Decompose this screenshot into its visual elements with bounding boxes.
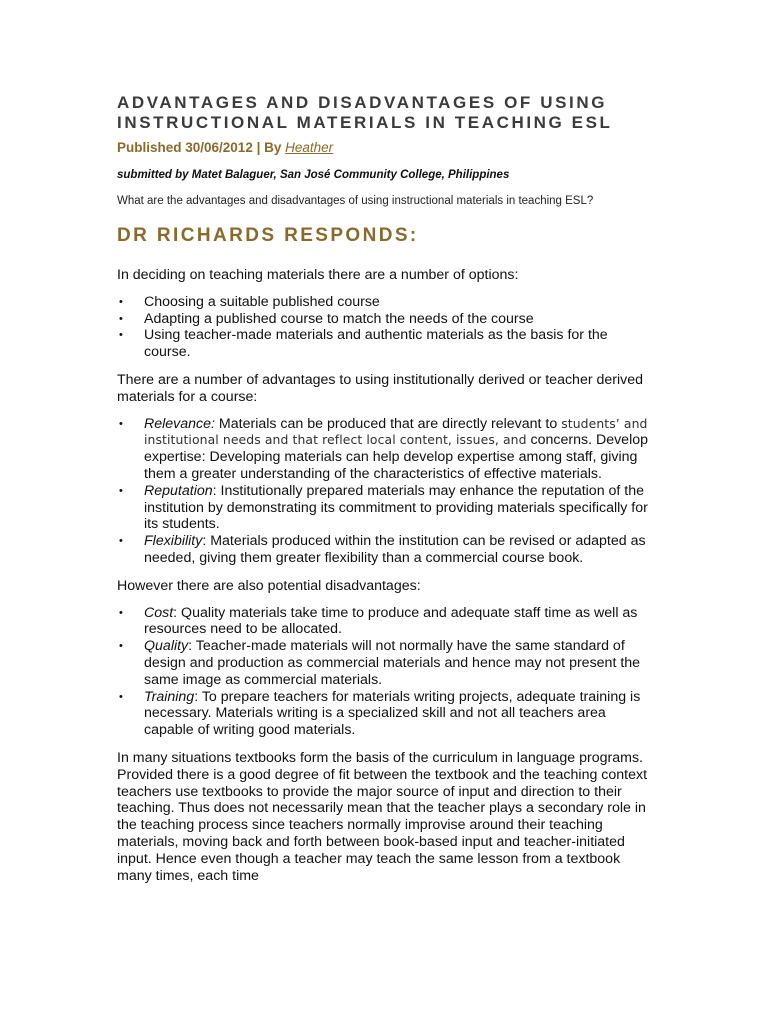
article-title-line-1: ADVANTAGES AND DISADVANTAGES OF USING [117,93,608,112]
list-item [144,605,657,639]
advantages-intro: There are a number of advantages to using institutionally derived or teacher derived materials for a course: [117,371,644,405]
list-item [144,416,657,483]
list-item [144,533,657,567]
list-item-text: Materials can be produced that are directly relevant to [214,415,562,432]
article [117,93,657,884]
advantages-list [117,416,657,567]
article-meta [117,139,657,156]
list-item-text: : To prepare teachers for materials writing projects, adequate training is necessary. Materials writing is a specialized skill and not all teachers area capable of writing good materials. [144,688,641,739]
list-item [144,483,657,533]
list-item [144,638,657,688]
submitted-by: submitted by Matet Balaguer, San José Community College, Philippines [117,169,510,181]
options-list [117,294,657,361]
article-title [117,93,657,133]
list-item-term: Cost [144,604,174,621]
list-item: • Using teacher-made materials and authentic materials as the basis for the course. [144,327,657,361]
list-item-text: students’ and institutional needs and that reflect local content, issues, and [144,415,648,448]
list-item-text: concerns. Develop expertise: Developing materials can help develop expertise among staff, giving them a greater understanding of the characteristics of effective materials. [144,432,649,482]
list-item-term: Training [144,688,195,705]
list-item: • Adapting a published course to match the needs of the course [144,311,657,328]
list-item-text: : Teacher-made materials will not normally have the same standard of design and production as commercial materials and hence may not present the same image as commercial materials. [144,638,641,688]
list-item-term: Quality [144,638,189,655]
closing-paragraph: In many situations textbooks form the basis of the curriculum in language programs. Provided there is a good degree of fit between the textbook and the teaching context teachers use textbooks to provide the major source of input and direction to their teaching. Thus does not necessarily mean that the teacher plays a secondary role in the teaching process since teachers normally improvise around their teaching materials, moving back and forth between book-based input and teacher-initiated input. Hence even though a teacher may teach the same lesson from a textbook many times, each time [117,749,648,884]
list-item-text: : Quality materials take time to produce and adequate staff time as well as resources need to be allocated. [144,604,638,638]
list-item: • Choosing a suitable published course [144,294,657,311]
list-item-term: Relevance: [144,415,215,432]
list-item [144,689,657,739]
question-text: What are the advantages and disadvantages of using instructional materials in teaching ESL? [117,195,594,207]
published-date: Published 30/06/2012 [117,140,253,155]
disadvantages-intro: However there are also potential disadvantages: [117,577,421,594]
meta-separator: | [252,140,265,155]
author-link[interactable]: Heather [285,140,334,155]
responds-heading: DR RICHARDS RESPONDS: [117,225,419,246]
list-item-term: Reputation [144,482,213,499]
article-title-line-2: INSTRUCTIONAL MATERIALS IN TEACHING ESL [117,113,613,132]
by-label: By [264,140,286,155]
list-item-text: : Institutionally prepared materials may enhance the reputation of the institution by demonstrating its commitment to providing materials specifically for its students. [144,482,648,533]
list-item-term: Flexibility [144,533,203,550]
list-item-text: : Materials produced within the institution can be revised or adapted as needed, giving them greater flexibility than a commercial course book. [144,533,646,566]
disadvantages-list [117,605,657,739]
intro-paragraph: In deciding on teaching materials there are a number of options: [117,267,519,283]
